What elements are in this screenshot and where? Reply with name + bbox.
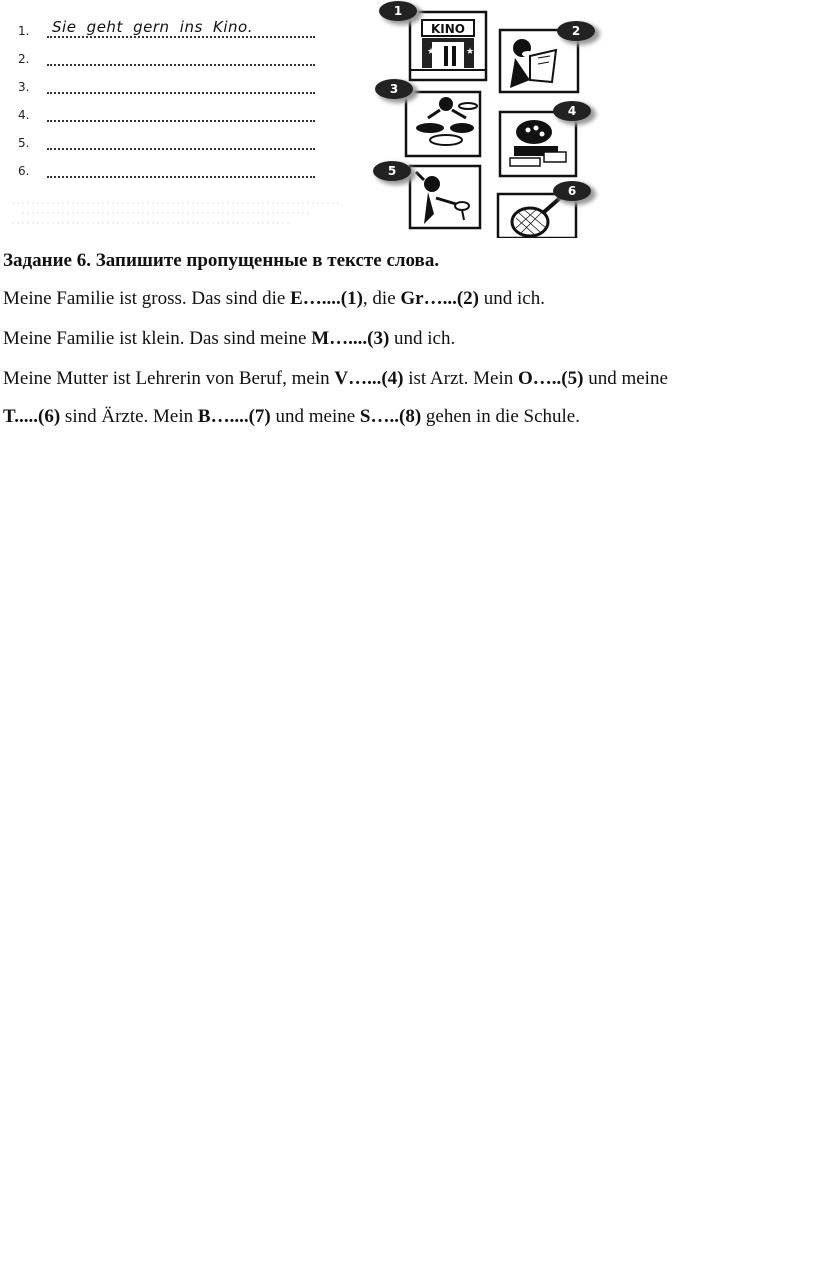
gap-7: B…....(7): [197, 406, 271, 427]
exercise-row-5: [0, 126, 340, 150]
exercise-row-6: [0, 154, 340, 178]
svg-text:★: ★: [427, 47, 436, 57]
badge-number: 3: [389, 82, 399, 96]
answer-line: [47, 64, 315, 66]
exercise-row-1: [0, 14, 340, 38]
answer-line: [47, 36, 315, 38]
painting-person-icon: [410, 166, 480, 228]
exercise-number: 4.: [18, 108, 30, 122]
text: ist Arzt. Mein: [403, 368, 519, 389]
text: sind Ärzte. Mein: [60, 406, 198, 427]
badge-5: [373, 161, 416, 185]
badge-3: [375, 79, 418, 103]
task-title: Задание 6. Запишите пропущенные в тексте слова.: [3, 250, 440, 271]
activity-pictures: [370, 0, 610, 238]
exercise-row-3: [0, 70, 340, 94]
answer-line: [47, 176, 315, 178]
text: Meine Mutter ist Lehrerin von Beruf, mein: [3, 368, 335, 389]
exercise-answer: Sie geht gern ins Kino.: [52, 18, 253, 36]
text: gehen in die Schule.: [421, 406, 580, 427]
scan-noise: [12, 197, 352, 227]
exercise-number: 1.: [18, 24, 30, 38]
exercise-row-4: [0, 98, 340, 122]
exercise-number: 6.: [18, 164, 30, 178]
text: Meine Familie ist klein. Das sind meine: [3, 328, 312, 349]
gap-1: E…....(1): [290, 288, 363, 309]
answer-line: [47, 120, 315, 122]
task-line-3: [3, 368, 668, 390]
answer-line: [47, 92, 315, 94]
text: und meine: [270, 406, 360, 427]
exercise-number: 2.: [18, 52, 30, 66]
badge-number: 5: [387, 164, 397, 178]
cinema-icon: [410, 12, 486, 80]
kino-sign-text: KINO: [430, 22, 466, 36]
answer-line: [47, 148, 315, 150]
gap-2: Gr…...(2): [400, 288, 480, 309]
gap-6: T.....(6): [3, 406, 61, 427]
text: Meine Familie ist gross. Das sind die: [3, 288, 291, 309]
gap-4: V…...(4): [334, 368, 404, 389]
gap-5: O…..(5): [518, 368, 584, 389]
task-line-2: [3, 328, 455, 350]
task-line-1: [3, 288, 545, 310]
svg-text:★: ★: [466, 47, 475, 57]
badge-number: 4: [567, 104, 577, 118]
task-line-4: [3, 406, 580, 428]
badge-1: [379, 1, 422, 25]
picture-panel: [370, 0, 610, 238]
drums-icon: [406, 92, 480, 156]
text: und ich.: [389, 328, 456, 349]
exercise-number: 3.: [18, 80, 30, 94]
exercise-number: 5.: [18, 136, 30, 150]
text: und meine: [583, 368, 668, 389]
exercise-row-2: [0, 42, 340, 66]
badge-number: 2: [571, 24, 581, 38]
text: , die: [362, 288, 401, 309]
badge-number: 6: [567, 184, 577, 198]
gap-3: M…....(3): [311, 328, 390, 349]
gap-8: S…..(8): [359, 406, 422, 427]
badge-number: 1: [393, 4, 403, 18]
text: und ich.: [479, 288, 545, 309]
